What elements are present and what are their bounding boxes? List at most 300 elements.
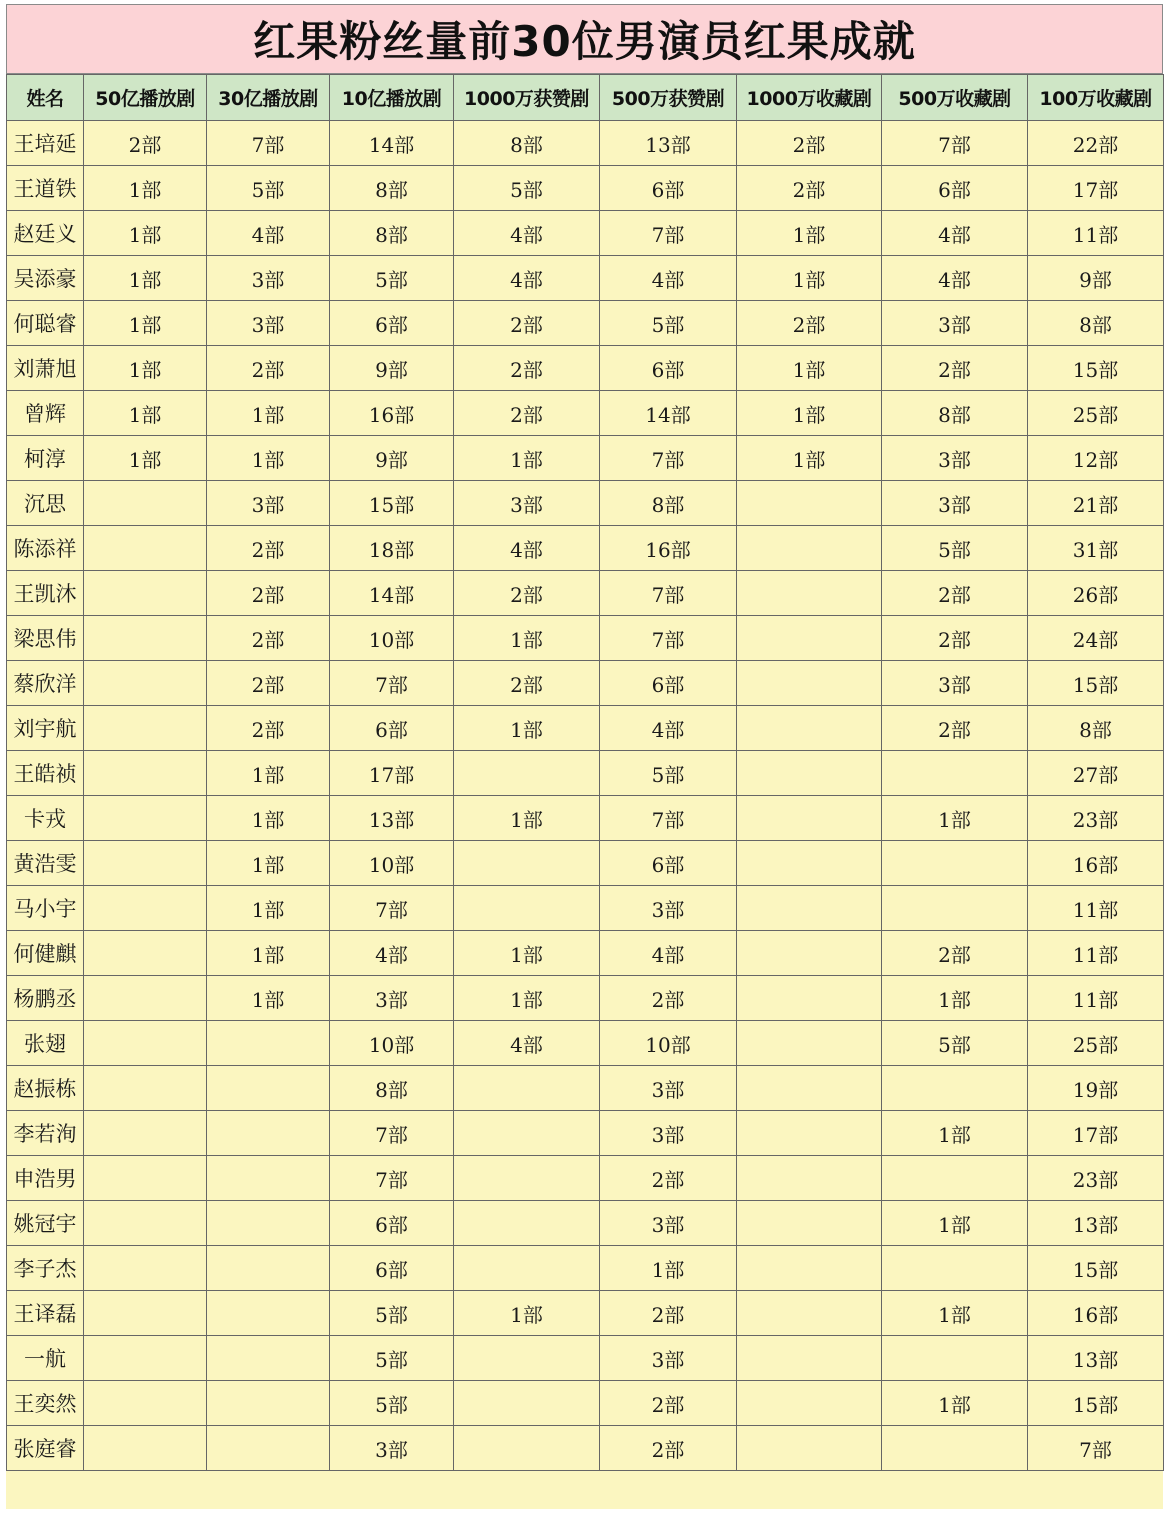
cell-1b-plays[interactable]: 3部 [330, 1426, 454, 1471]
cell-3b-plays[interactable]: 1部 [207, 976, 330, 1021]
cell-10m-favorites[interactable] [737, 1156, 882, 1201]
cell-10m-favorites[interactable]: 1部 [737, 211, 882, 256]
cell-5m-favorites[interactable]: 6部 [882, 166, 1028, 211]
cell-1b-plays[interactable]: 14部 [330, 121, 454, 166]
cell-1b-plays[interactable]: 7部 [330, 1111, 454, 1156]
cell-1m-favorites[interactable]: 16部 [1028, 841, 1164, 886]
cell-10m-likes[interactable]: 4部 [454, 256, 600, 301]
cell-5b-plays[interactable] [84, 1246, 207, 1291]
cell-1m-favorites[interactable]: 13部 [1028, 1201, 1164, 1246]
cell-3b-plays[interactable] [207, 1336, 330, 1381]
cell-10m-favorites[interactable] [737, 706, 882, 751]
cell-1m-favorites[interactable]: 13部 [1028, 1336, 1164, 1381]
cell-1m-favorites[interactable]: 17部 [1028, 166, 1164, 211]
column-header-10m-likes[interactable]: 1000万获赞剧 [454, 75, 600, 121]
cell-1b-plays[interactable]: 9部 [330, 436, 454, 481]
header-row [7, 75, 1164, 121]
cell-5b-plays[interactable] [84, 661, 207, 706]
cell-1m-favorites[interactable]: 24部 [1028, 616, 1164, 661]
cell-5m-favorites[interactable] [882, 841, 1028, 886]
table-row [7, 1111, 1164, 1156]
cell-1b-plays[interactable]: 3部 [330, 976, 454, 1021]
cell-5b-plays[interactable] [84, 1021, 207, 1066]
table-row [7, 661, 1164, 706]
cell-3b-plays[interactable]: 3部 [207, 481, 330, 526]
cell-5m-favorites[interactable]: 4部 [882, 256, 1028, 301]
cell-5b-plays[interactable] [84, 796, 207, 841]
cell-5b-plays[interactable] [84, 571, 207, 616]
cell-5m-likes[interactable]: 8部 [600, 481, 737, 526]
column-header-3b-plays[interactable]: 30亿播放剧 [207, 75, 330, 121]
cell-3b-plays[interactable]: 2部 [207, 661, 330, 706]
cell-5m-favorites[interactable] [882, 751, 1028, 796]
cell-3b-plays[interactable]: 2部 [207, 616, 330, 661]
cell-1b-plays[interactable]: 8部 [330, 1066, 454, 1111]
cell-3b-plays[interactable]: 1部 [207, 436, 330, 481]
cell-actor-name[interactable]: 张庭睿 [7, 1426, 84, 1471]
cell-10m-likes[interactable]: 3部 [454, 481, 600, 526]
cell-1m-favorites[interactable]: 11部 [1028, 886, 1164, 931]
cell-1b-plays[interactable]: 18部 [330, 526, 454, 571]
cell-1m-favorites[interactable]: 25部 [1028, 391, 1164, 436]
column-header-5m-likes[interactable]: 500万获赞剧 [600, 75, 737, 121]
cell-10m-favorites[interactable] [737, 1291, 882, 1336]
cell-actor-name[interactable]: 李若洵 [7, 1111, 84, 1156]
cell-1m-favorites[interactable]: 11部 [1028, 976, 1164, 1021]
cell-5m-favorites[interactable]: 3部 [882, 481, 1028, 526]
cell-5b-plays[interactable]: 1部 [84, 391, 207, 436]
cell-10m-likes[interactable]: 2部 [454, 571, 600, 616]
table-row [7, 1021, 1164, 1066]
cell-5m-favorites[interactable]: 1部 [882, 1291, 1028, 1336]
cell-5b-plays[interactable]: 1部 [84, 166, 207, 211]
cell-actor-name[interactable]: 王奕然 [7, 1381, 84, 1426]
cell-1b-plays[interactable]: 7部 [330, 661, 454, 706]
cell-5m-favorites[interactable] [882, 886, 1028, 931]
cell-actor-name[interactable]: 何健麒 [7, 931, 84, 976]
cell-3b-plays[interactable]: 2部 [207, 526, 330, 571]
cell-10m-likes[interactable] [454, 1201, 600, 1246]
cell-1b-plays[interactable]: 5部 [330, 1336, 454, 1381]
cell-10m-likes[interactable]: 4部 [454, 526, 600, 571]
table-row [7, 391, 1164, 436]
cell-5b-plays[interactable] [84, 706, 207, 751]
cell-1m-favorites[interactable]: 21部 [1028, 481, 1164, 526]
table-row [7, 436, 1164, 481]
cell-1b-plays[interactable]: 5部 [330, 1291, 454, 1336]
table-row [7, 256, 1164, 301]
cell-5m-favorites[interactable]: 7部 [882, 121, 1028, 166]
cell-1b-plays[interactable]: 6部 [330, 706, 454, 751]
cell-actor-name[interactable]: 卡戎 [7, 796, 84, 841]
cell-3b-plays[interactable] [207, 1246, 330, 1291]
cell-1m-favorites[interactable]: 31部 [1028, 526, 1164, 571]
cell-10m-favorites[interactable] [737, 1381, 882, 1426]
cell-actor-name[interactable]: 柯淳 [7, 436, 84, 481]
cell-5m-favorites[interactable] [882, 1066, 1028, 1111]
cell-10m-favorites[interactable] [737, 526, 882, 571]
cell-5m-likes[interactable]: 2部 [600, 1156, 737, 1201]
cell-1b-plays[interactable]: 16部 [330, 391, 454, 436]
cell-5m-favorites[interactable]: 2部 [882, 706, 1028, 751]
cell-10m-likes[interactable]: 4部 [454, 1021, 600, 1066]
cell-5m-likes[interactable]: 3部 [600, 1066, 737, 1111]
cell-5m-favorites[interactable] [882, 1426, 1028, 1471]
cell-10m-favorites[interactable] [737, 571, 882, 616]
cell-1b-plays[interactable]: 7部 [330, 1156, 454, 1201]
cell-actor-name[interactable]: 申浩男 [7, 1156, 84, 1201]
cell-5m-likes[interactable]: 13部 [600, 121, 737, 166]
cell-10m-likes[interactable]: 8部 [454, 121, 600, 166]
table-row [7, 931, 1164, 976]
cell-10m-likes[interactable]: 2部 [454, 391, 600, 436]
cell-5m-favorites[interactable]: 1部 [882, 796, 1028, 841]
cell-10m-favorites[interactable] [737, 1066, 882, 1111]
cell-10m-likes[interactable]: 1部 [454, 796, 600, 841]
cell-1b-plays[interactable]: 10部 [330, 1021, 454, 1066]
cell-actor-name[interactable]: 马小宇 [7, 886, 84, 931]
cell-5m-likes[interactable]: 2部 [600, 1291, 737, 1336]
cell-5b-plays[interactable] [84, 1291, 207, 1336]
cell-1m-favorites[interactable]: 8部 [1028, 706, 1164, 751]
cell-5m-favorites[interactable]: 1部 [882, 1111, 1028, 1156]
table-row [7, 1066, 1164, 1111]
cell-actor-name[interactable]: 赵振栋 [7, 1066, 84, 1111]
cell-10m-favorites[interactable] [737, 661, 882, 706]
cell-10m-favorites[interactable]: 1部 [737, 346, 882, 391]
cell-1b-plays[interactable]: 6部 [330, 1201, 454, 1246]
cell-1m-favorites[interactable]: 15部 [1028, 661, 1164, 706]
cell-3b-plays[interactable] [207, 1201, 330, 1246]
cell-1b-plays[interactable]: 17部 [330, 751, 454, 796]
cell-5m-favorites[interactable]: 3部 [882, 301, 1028, 346]
cell-actor-name[interactable]: 王培延 [7, 121, 84, 166]
cell-actor-name[interactable]: 李子杰 [7, 1246, 84, 1291]
cell-1b-plays[interactable]: 5部 [330, 1381, 454, 1426]
cell-5m-likes[interactable]: 7部 [600, 211, 737, 256]
cell-10m-likes[interactable] [454, 1426, 600, 1471]
cell-10m-favorites[interactable]: 2部 [737, 166, 882, 211]
cell-3b-plays[interactable] [207, 1381, 330, 1426]
cell-actor-name[interactable]: 沉思 [7, 481, 84, 526]
cell-1b-plays[interactable]: 5部 [330, 256, 454, 301]
column-header-1m-favorites[interactable]: 100万收藏剧 [1028, 75, 1164, 121]
cell-5m-likes[interactable]: 7部 [600, 436, 737, 481]
cell-1b-plays[interactable]: 9部 [330, 346, 454, 391]
cell-10m-favorites[interactable] [737, 481, 882, 526]
cell-1b-plays[interactable]: 14部 [330, 571, 454, 616]
cell-10m-likes[interactable]: 1部 [454, 436, 600, 481]
table-row [7, 1201, 1164, 1246]
cell-5b-plays[interactable] [84, 1201, 207, 1246]
cell-actor-name[interactable]: 王凯沐 [7, 571, 84, 616]
cell-5m-favorites[interactable]: 1部 [882, 976, 1028, 1021]
cell-actor-name[interactable]: 曾辉 [7, 391, 84, 436]
cell-3b-plays[interactable]: 3部 [207, 301, 330, 346]
cell-1m-favorites[interactable]: 23部 [1028, 796, 1164, 841]
table-row [7, 526, 1164, 571]
cell-5b-plays[interactable] [84, 526, 207, 571]
cell-1m-favorites[interactable]: 12部 [1028, 436, 1164, 481]
cell-5m-likes[interactable]: 3部 [600, 1111, 737, 1156]
cell-5b-plays[interactable]: 1部 [84, 346, 207, 391]
cell-5m-favorites[interactable]: 2部 [882, 931, 1028, 976]
cell-3b-plays[interactable]: 2部 [207, 706, 330, 751]
column-header-1b-plays[interactable]: 10亿播放剧 [330, 75, 454, 121]
cell-10m-likes[interactable] [454, 841, 600, 886]
cell-5m-favorites[interactable] [882, 1156, 1028, 1201]
table-row [7, 346, 1164, 391]
cell-5m-likes[interactable]: 10部 [600, 1021, 737, 1066]
cell-3b-plays[interactable]: 1部 [207, 391, 330, 436]
cell-10m-likes[interactable]: 2部 [454, 346, 600, 391]
cell-5b-plays[interactable] [84, 931, 207, 976]
cell-5m-likes[interactable]: 6部 [600, 841, 737, 886]
cell-actor-name[interactable]: 赵廷义 [7, 211, 84, 256]
cell-1m-favorites[interactable]: 23部 [1028, 1156, 1164, 1201]
cell-10m-favorites[interactable] [737, 796, 882, 841]
cell-actor-name[interactable]: 王皓祯 [7, 751, 84, 796]
cell-1m-favorites[interactable]: 7部 [1028, 1426, 1164, 1471]
cell-actor-name[interactable]: 姚冠宇 [7, 1201, 84, 1246]
table-row [7, 886, 1164, 931]
cell-actor-name[interactable]: 张翅 [7, 1021, 84, 1066]
cell-5m-likes[interactable]: 6部 [600, 166, 737, 211]
cell-5m-likes[interactable]: 5部 [600, 301, 737, 346]
cell-actor-name[interactable]: 王译磊 [7, 1291, 84, 1336]
cell-3b-plays[interactable]: 1部 [207, 841, 330, 886]
cell-10m-likes[interactable] [454, 886, 600, 931]
cell-10m-favorites[interactable]: 2部 [737, 301, 882, 346]
cell-3b-plays[interactable]: 1部 [207, 796, 330, 841]
cell-actor-name[interactable]: 何聪睿 [7, 301, 84, 346]
cell-10m-likes[interactable]: 1部 [454, 1291, 600, 1336]
cell-5m-favorites[interactable]: 2部 [882, 346, 1028, 391]
cell-3b-plays[interactable]: 1部 [207, 931, 330, 976]
cell-5b-plays[interactable] [84, 1426, 207, 1471]
cell-3b-plays[interactable] [207, 1066, 330, 1111]
cell-10m-likes[interactable] [454, 1381, 600, 1426]
cell-1m-favorites[interactable]: 8部 [1028, 301, 1164, 346]
cell-10m-likes[interactable] [454, 1246, 600, 1291]
cell-3b-plays[interactable]: 5部 [207, 166, 330, 211]
cell-5m-likes[interactable]: 7部 [600, 571, 737, 616]
cell-10m-likes[interactable]: 2部 [454, 661, 600, 706]
column-header-name[interactable]: 姓名 [7, 75, 84, 121]
cell-1b-plays[interactable]: 10部 [330, 841, 454, 886]
cell-10m-likes[interactable]: 1部 [454, 616, 600, 661]
cell-5m-likes[interactable]: 3部 [600, 1201, 737, 1246]
table-row [7, 1381, 1164, 1426]
cell-5m-favorites[interactable]: 4部 [882, 211, 1028, 256]
cell-5b-plays[interactable] [84, 751, 207, 796]
cell-10m-favorites[interactable] [737, 1426, 882, 1471]
cell-1b-plays[interactable]: 10部 [330, 616, 454, 661]
cell-10m-likes[interactable]: 1部 [454, 706, 600, 751]
cell-actor-name[interactable]: 刘宇航 [7, 706, 84, 751]
cell-5m-likes[interactable]: 2部 [600, 1381, 737, 1426]
cell-3b-plays[interactable] [207, 1111, 330, 1156]
cell-5m-likes[interactable]: 4部 [600, 706, 737, 751]
cell-3b-plays[interactable]: 3部 [207, 256, 330, 301]
cell-1m-favorites[interactable]: 11部 [1028, 931, 1164, 976]
cell-10m-favorites[interactable]: 1部 [737, 256, 882, 301]
cell-3b-plays[interactable] [207, 1291, 330, 1336]
cell-5b-plays[interactable]: 2部 [84, 121, 207, 166]
cell-3b-plays[interactable] [207, 1021, 330, 1066]
cell-5b-plays[interactable] [84, 976, 207, 1021]
cell-5m-favorites[interactable] [882, 1246, 1028, 1291]
cell-10m-favorites[interactable] [737, 751, 882, 796]
cell-1m-favorites[interactable]: 15部 [1028, 1381, 1164, 1426]
cell-1b-plays[interactable]: 4部 [330, 931, 454, 976]
cell-3b-plays[interactable] [207, 1426, 330, 1471]
table-row [7, 616, 1164, 661]
cell-5m-favorites[interactable]: 5部 [882, 526, 1028, 571]
cell-5m-favorites[interactable]: 2部 [882, 616, 1028, 661]
cell-5b-plays[interactable] [84, 1066, 207, 1111]
cell-10m-favorites[interactable] [737, 1336, 882, 1381]
cell-3b-plays[interactable]: 2部 [207, 346, 330, 391]
cell-10m-favorites[interactable] [737, 1021, 882, 1066]
cell-1m-favorites[interactable]: 25部 [1028, 1021, 1164, 1066]
cell-3b-plays[interactable]: 2部 [207, 571, 330, 616]
cell-1m-favorites[interactable]: 15部 [1028, 346, 1164, 391]
cell-10m-favorites[interactable] [737, 616, 882, 661]
cell-10m-likes[interactable]: 1部 [454, 931, 600, 976]
cell-1m-favorites[interactable]: 16部 [1028, 1291, 1164, 1336]
column-header-10m-favorites[interactable]: 1000万收藏剧 [737, 75, 882, 121]
cell-5m-likes[interactable]: 2部 [600, 976, 737, 1021]
cell-10m-likes[interactable]: 5部 [454, 166, 600, 211]
column-header-5b-plays[interactable]: 50亿播放剧 [84, 75, 207, 121]
cell-5m-favorites[interactable]: 3部 [882, 436, 1028, 481]
cell-10m-favorites[interactable] [737, 1246, 882, 1291]
cell-10m-likes[interactable] [454, 751, 600, 796]
cell-5m-likes[interactable]: 4部 [600, 256, 737, 301]
cell-10m-favorites[interactable] [737, 841, 882, 886]
cell-1m-favorites[interactable]: 19部 [1028, 1066, 1164, 1111]
cell-10m-likes[interactable] [454, 1066, 600, 1111]
cell-1m-favorites[interactable]: 27部 [1028, 751, 1164, 796]
cell-actor-name[interactable]: 吴添豪 [7, 256, 84, 301]
cell-5b-plays[interactable]: 1部 [84, 256, 207, 301]
cell-actor-name[interactable]: 梁思伟 [7, 616, 84, 661]
cell-3b-plays[interactable]: 7部 [207, 121, 330, 166]
cell-3b-plays[interactable]: 1部 [207, 886, 330, 931]
cell-10m-favorites[interactable] [737, 1111, 882, 1156]
cell-5b-plays[interactable] [84, 841, 207, 886]
cell-1b-plays[interactable]: 8部 [330, 166, 454, 211]
table-row [7, 211, 1164, 256]
cell-5b-plays[interactable] [84, 1111, 207, 1156]
cell-1m-favorites[interactable]: 22部 [1028, 121, 1164, 166]
cell-1b-plays[interactable]: 6部 [330, 301, 454, 346]
cell-1b-plays[interactable]: 13部 [330, 796, 454, 841]
cell-10m-likes[interactable]: 2部 [454, 301, 600, 346]
cell-3b-plays[interactable] [207, 1156, 330, 1201]
cell-5b-plays[interactable]: 1部 [84, 301, 207, 346]
cell-10m-likes[interactable]: 1部 [454, 976, 600, 1021]
cell-10m-likes[interactable] [454, 1336, 600, 1381]
cell-10m-favorites[interactable] [737, 976, 882, 1021]
cell-5m-favorites[interactable]: 8部 [882, 391, 1028, 436]
cell-actor-name[interactable]: 一航 [7, 1336, 84, 1381]
cell-1b-plays[interactable]: 15部 [330, 481, 454, 526]
cell-5b-plays[interactable] [84, 1156, 207, 1201]
cell-actor-name[interactable]: 王道铁 [7, 166, 84, 211]
cell-5m-likes[interactable]: 6部 [600, 661, 737, 706]
cell-5m-likes[interactable]: 14部 [600, 391, 737, 436]
cell-5m-likes[interactable]: 5部 [600, 751, 737, 796]
cell-10m-likes[interactable]: 4部 [454, 211, 600, 256]
cell-5m-favorites[interactable]: 3部 [882, 661, 1028, 706]
cell-1m-favorites[interactable]: 15部 [1028, 1246, 1164, 1291]
cell-5b-plays[interactable]: 1部 [84, 436, 207, 481]
cell-5m-likes[interactable]: 16部 [600, 526, 737, 571]
cell-5m-likes[interactable]: 1部 [600, 1246, 737, 1291]
table-row [7, 841, 1164, 886]
cell-1b-plays[interactable]: 6部 [330, 1246, 454, 1291]
cell-5m-favorites[interactable]: 2部 [882, 571, 1028, 616]
cell-5m-likes[interactable]: 7部 [600, 796, 737, 841]
cell-1m-favorites[interactable]: 17部 [1028, 1111, 1164, 1156]
cell-5b-plays[interactable] [84, 886, 207, 931]
cell-actor-name[interactable]: 黄浩雯 [7, 841, 84, 886]
cell-5b-plays[interactable] [84, 481, 207, 526]
cell-10m-likes[interactable] [454, 1111, 600, 1156]
cell-10m-favorites[interactable] [737, 886, 882, 931]
cell-5m-likes[interactable]: 3部 [600, 1336, 737, 1381]
sheet-title: 红果粉丝量前30位男演员红果成就 [6, 4, 1163, 74]
cell-5m-favorites[interactable]: 1部 [882, 1381, 1028, 1426]
cell-1m-favorites[interactable]: 11部 [1028, 211, 1164, 256]
cell-5m-favorites[interactable]: 5部 [882, 1021, 1028, 1066]
cell-10m-favorites[interactable]: 1部 [737, 391, 882, 436]
cell-10m-likes[interactable] [454, 1156, 600, 1201]
cell-5m-likes[interactable]: 7部 [600, 616, 737, 661]
cell-3b-plays[interactable]: 1部 [207, 751, 330, 796]
table-row [7, 301, 1164, 346]
cell-5m-likes[interactable]: 4部 [600, 931, 737, 976]
cell-5b-plays[interactable] [84, 616, 207, 661]
cell-10m-favorites[interactable]: 2部 [737, 121, 882, 166]
cell-actor-name[interactable]: 蔡欣洋 [7, 661, 84, 706]
cell-10m-favorites[interactable] [737, 1201, 882, 1246]
cell-actor-name[interactable]: 刘萧旭 [7, 346, 84, 391]
cell-5b-plays[interactable]: 1部 [84, 211, 207, 256]
cell-5m-likes[interactable]: 6部 [600, 346, 737, 391]
cell-3b-plays[interactable]: 4部 [207, 211, 330, 256]
table-row [7, 976, 1164, 1021]
cell-1b-plays[interactable]: 8部 [330, 211, 454, 256]
spreadsheet [6, 4, 1163, 1509]
cell-5m-favorites[interactable] [882, 1336, 1028, 1381]
cell-1m-favorites[interactable]: 9部 [1028, 256, 1164, 301]
cell-1m-favorites[interactable]: 26部 [1028, 571, 1164, 616]
cell-10m-favorites[interactable] [737, 931, 882, 976]
cell-actor-name[interactable]: 陈添祥 [7, 526, 84, 571]
cell-5b-plays[interactable] [84, 1381, 207, 1426]
cell-5m-likes[interactable]: 3部 [600, 886, 737, 931]
cell-5m-likes[interactable]: 2部 [600, 1426, 737, 1471]
cell-actor-name[interactable]: 杨鹏丞 [7, 976, 84, 1021]
column-header-5m-favorites[interactable]: 500万收藏剧 [882, 75, 1028, 121]
cell-10m-favorites[interactable]: 1部 [737, 436, 882, 481]
cell-5m-favorites[interactable]: 1部 [882, 1201, 1028, 1246]
cell-5b-plays[interactable] [84, 1336, 207, 1381]
cell-1b-plays[interactable]: 7部 [330, 886, 454, 931]
